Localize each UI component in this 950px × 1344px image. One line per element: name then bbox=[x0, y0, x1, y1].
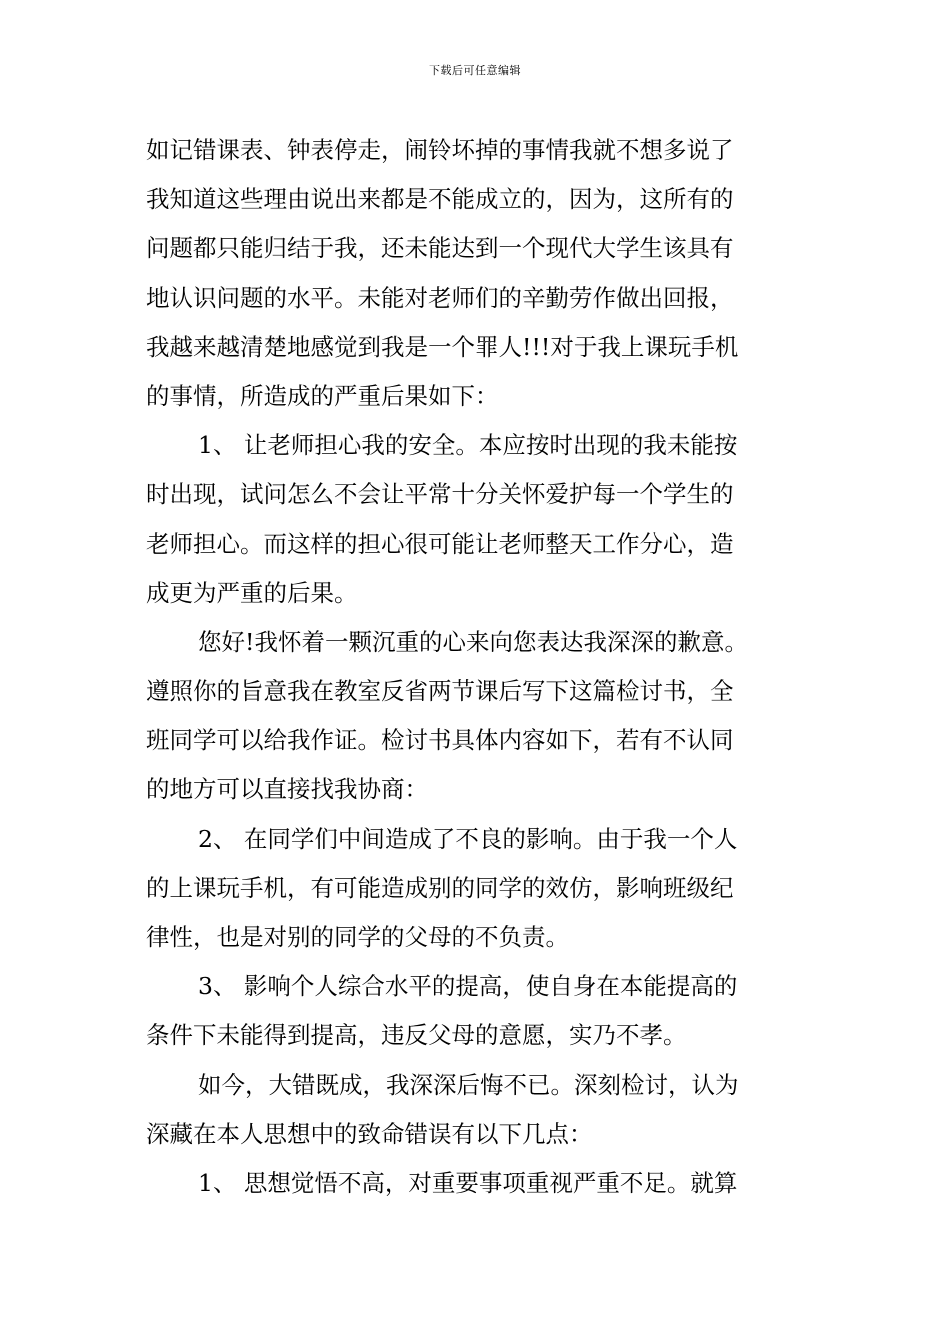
text-line: 如记错课表、钟表停走，闹铃坏掉的事情我就不想多说了 bbox=[146, 136, 734, 164]
list-item-line: 3、 影响个人综合水平的提高，使自身在本能提高的 bbox=[198, 972, 738, 1001]
text-line: 条件下未能得到提高，违反父母的意愿，实乃不孝。 bbox=[146, 1021, 687, 1050]
page-header: 下载后可任意编辑 bbox=[429, 64, 521, 77]
list-item-line: 2、 在同学们中间造成了不良的影响。由于我一个人 bbox=[198, 824, 738, 853]
text-line: 的上课玩手机，有可能造成别的同学的效仿，影响班级纪 bbox=[146, 873, 734, 902]
text-line: 遵照你的旨意我在教室反省两节课后写下这篇检讨书，全 bbox=[146, 677, 734, 706]
text-line: 成更为严重的后果。 bbox=[146, 578, 358, 607]
text-line: 我越来越清楚地感觉到我是一个罪人!!!对于我上课玩手机 bbox=[146, 332, 739, 361]
paragraph-start-line: 您好!我怀着一颗沉重的心来向您表达我深深的歉意。 bbox=[198, 627, 748, 656]
text-line: 的地方可以直接找我协商： bbox=[146, 775, 428, 804]
text-line: 的事情，所造成的严重后果如下： bbox=[146, 381, 499, 410]
text-line: 班同学可以给我作证。检讨书具体内容如下，若有不认同 bbox=[146, 726, 734, 755]
paragraph-start-line: 如今，大错既成，我深深后悔不已。深刻检讨，认为 bbox=[198, 1070, 739, 1099]
text-line: 问题都只能归结于我，还未能达到一个现代大学生该具有 bbox=[146, 234, 734, 263]
list-item-line: 1、 让老师担心我的安全。本应按时出现的我未能按 bbox=[198, 431, 738, 460]
list-item-line: 1、 思想觉悟不高，对重要事项重视严重不足。就算 bbox=[198, 1168, 738, 1197]
text-line: 地认识问题的水平。未能对老师们的辛勤劳作做出回报， bbox=[146, 283, 734, 312]
text-line: 老师担心。而这样的担心很可能让老师整天工作分心，造 bbox=[146, 529, 734, 558]
text-line: 深藏在本人思想中的致命错误有以下几点： bbox=[146, 1119, 593, 1148]
text-line: 我知道这些理由说出来都是不能成立的，因为，这所有的 bbox=[146, 185, 734, 214]
text-line: 律性，也是对别的同学的父母的不负责。 bbox=[146, 923, 569, 951]
text-line: 时出现，试问怎么不会让平常十分关怀爱护每一个学生的 bbox=[146, 480, 734, 509]
document-body bbox=[146, 126, 816, 1208]
